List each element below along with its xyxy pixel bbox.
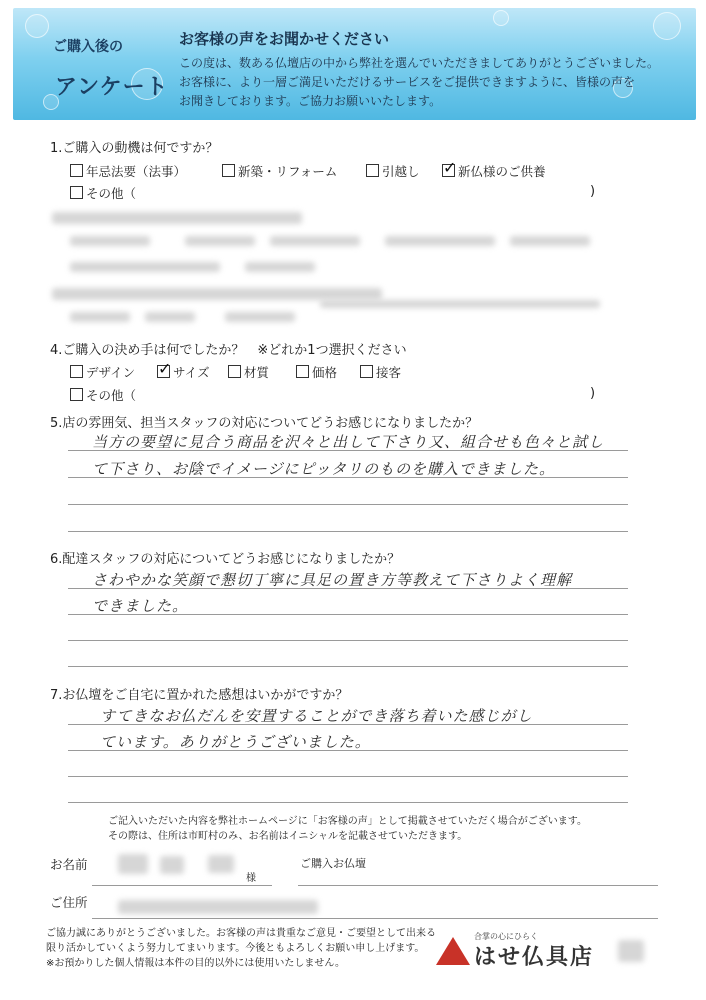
blurred-option — [70, 236, 150, 246]
answer-rule — [68, 640, 628, 641]
checkbox[interactable] — [360, 365, 373, 378]
logo-triangle-icon — [436, 937, 470, 965]
checkbox-checked[interactable] — [442, 164, 455, 177]
checkbox-checked[interactable] — [157, 365, 170, 378]
blurred-option — [185, 236, 255, 246]
name-rule — [92, 885, 272, 886]
banner-body — [179, 54, 689, 111]
banner-body-line: この度は、数ある仏壇店の中から弊社を選んでいただきましてありがとうございました。 — [179, 56, 660, 70]
answer-rule — [68, 531, 628, 532]
q1-option[interactable]: 年忌法要（法事） — [70, 162, 186, 180]
blurred-option — [225, 312, 295, 322]
checkbox[interactable] — [70, 365, 83, 378]
q4-option[interactable]: 材質 — [228, 363, 269, 381]
blurred-question-3 — [52, 288, 382, 300]
q1-other[interactable]: その他（ — [70, 184, 136, 202]
question-4: 4.ご購入の決め手は何でしたか？ ※どれか1つ選択ください — [50, 343, 407, 358]
q5-answer-line[interactable]: て下さり、お陰でイメージにピッタリのものを購入できました。 — [92, 460, 555, 478]
address-label: ご住所 — [50, 895, 88, 910]
question-1: 1.ご購入の動機は何ですか？ — [50, 141, 219, 156]
q6-answer-line[interactable]: さわやかな笑顔で懇切丁寧に具足の置き方等教えて下さりよく理解 — [92, 571, 573, 589]
question-5: 5.店の雰囲気、担当スタッフの対応についてどうお感じになりましたか？ — [50, 416, 479, 431]
q4-option[interactable]: 価格 — [296, 363, 337, 381]
purchase-label: ご購入お仏壇 — [300, 857, 366, 870]
q1-option[interactable]: ✓ 新仏様のご供養 — [442, 162, 546, 180]
q4-option[interactable]: 接客 — [360, 363, 401, 381]
blurred-option — [70, 312, 130, 322]
checkbox[interactable] — [296, 365, 309, 378]
q6-answer-line[interactable]: できました。 — [92, 597, 189, 615]
banner-title: お客様の声をお聞かせください — [179, 30, 390, 48]
publication-notice: ご記入いただいた内容を弊社ホームページに「お客様の声」として掲載させていただく場合がございます。 その際は、住所は市町村のみ、お名前はイニシャルを記載させていただきます。 — [108, 816, 587, 842]
banner-label-main: アンケート — [55, 75, 169, 100]
q1-option[interactable]: 引越し — [366, 162, 420, 180]
q4-other[interactable]: その他（ — [70, 386, 136, 404]
banner-label-top: ご購入後の — [53, 39, 123, 55]
q4-option[interactable]: デザイン — [70, 363, 135, 381]
name-suffix: 様 — [246, 873, 256, 884]
logo-name: はせ仏具店 — [474, 945, 595, 970]
q7-answer-line[interactable]: ています。ありがとうございました。 — [100, 733, 371, 751]
q7-answer-line[interactable]: すてきなお仏だんを安置することができ落ち着いた感じがし — [100, 707, 533, 725]
redacted-name — [160, 856, 184, 874]
blurred-option — [320, 300, 600, 308]
q5-answer-line[interactable]: 当方の要望に見合う商品を沢々と出して下さり又、組合せも色々と試し — [92, 433, 605, 451]
answer-rule — [68, 504, 628, 505]
blurred-option — [385, 236, 495, 246]
redacted-name — [208, 855, 234, 873]
question-7: 7.お仏壇をご自宅に置かれた感想はいかがですか？ — [50, 688, 349, 703]
checkbox[interactable] — [70, 164, 83, 177]
redacted-address — [118, 900, 318, 914]
name-label: お名前 — [50, 857, 88, 872]
banner-body-line: お聞きしております。ご協力お願いいたします。 — [179, 94, 442, 108]
checkbox[interactable] — [222, 164, 235, 177]
question-6: 6.配達スタッフの対応についてどうお感じになりましたか？ — [50, 552, 401, 567]
q1-option[interactable]: 新築・リフォーム — [222, 162, 337, 180]
checkbox[interactable] — [228, 365, 241, 378]
logo-tagline: 合掌の心にひらく — [474, 932, 538, 941]
answer-rule — [68, 776, 628, 777]
redacted-stamp — [618, 940, 644, 962]
blurred-option — [510, 236, 590, 246]
purchase-rule — [298, 885, 658, 886]
answer-rule — [68, 666, 628, 667]
blurred-option — [145, 312, 195, 322]
blurred-option — [270, 236, 360, 246]
footer-notes: ご協力誠にありがとうございました。お客様の声は貴重なご意見・ご要望として出来る 限り活かしていくよう努力してまいります。今後ともよろしくお願い申し上げます。 ※お預かりした個人情報は本件の目的以外には使用いたしません。 — [46, 928, 436, 969]
q4-option[interactable]: ✓ サイズ — [157, 363, 210, 381]
q4-other-close: ) — [590, 386, 596, 401]
redacted-name — [118, 854, 148, 874]
banner-body-line: お客様に、より一層ご満足いただけるサービスをご提供できますように、皆様の声を — [179, 75, 636, 89]
checkbox[interactable] — [70, 388, 83, 401]
blurred-question-2 — [52, 212, 302, 224]
q1-other-close: ) — [590, 184, 596, 199]
checkbox[interactable] — [366, 164, 379, 177]
blurred-option — [245, 262, 315, 272]
answer-rule — [68, 802, 628, 803]
blurred-option — [70, 262, 220, 272]
address-rule — [92, 918, 658, 919]
checkbox[interactable] — [70, 186, 83, 199]
header-banner — [13, 8, 696, 120]
